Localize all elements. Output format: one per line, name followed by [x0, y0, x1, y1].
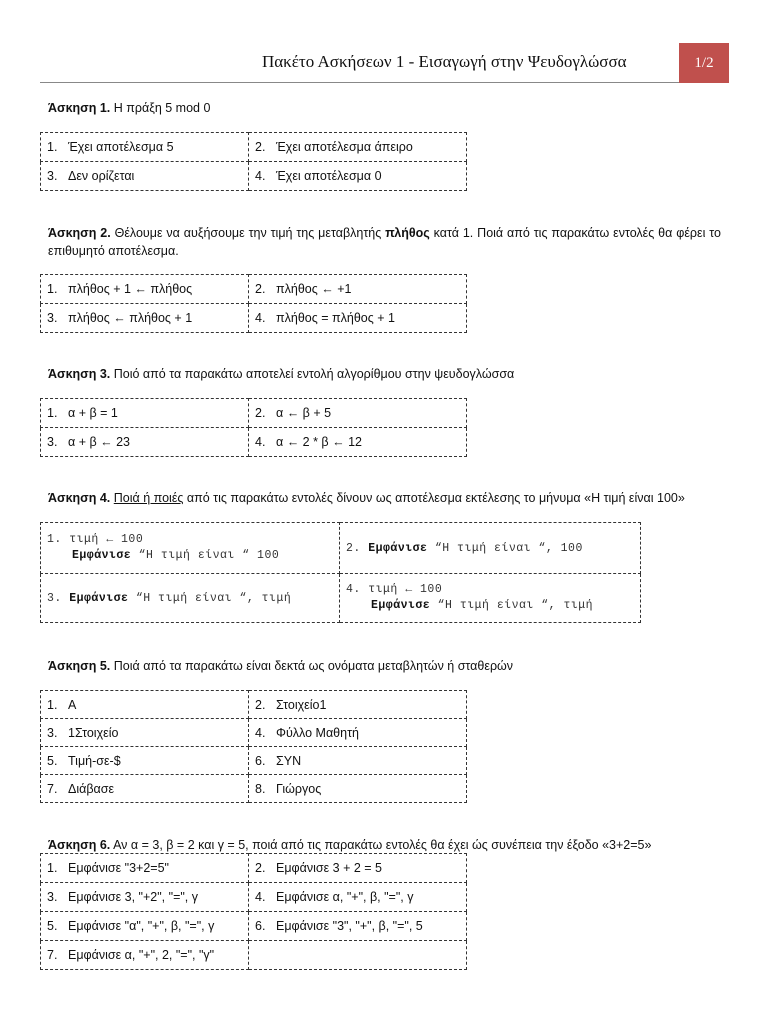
option-cell[interactable]: 3. 1Στοιχείο: [41, 719, 249, 747]
exercise-5-label: Άσκηση 5.: [48, 659, 111, 673]
option-cell[interactable]: 2. πλήθος ← +1: [249, 275, 467, 304]
option-cell[interactable]: 4. Εμφάνισε α, "+", β, "=", γ: [249, 883, 467, 912]
exercise-5-options: [40, 690, 467, 803]
exercise-5-prompt: Άσκηση 5. Ποιά από τα παρακάτω είναι δεκτά ως ονόματα μεταβλητών ή σταθερών: [48, 659, 514, 673]
option-cell[interactable]: 4. α ← 2 * β ← 12: [249, 428, 467, 457]
option-cell[interactable]: 1. Α: [41, 691, 249, 719]
exercise-6-prompt: Άσκηση 6. Αν α = 3, β = 2 και γ = 5, ποιά από τις παρακάτω εντολές θα έχει ώς συνέπεια την έξοδο «3+2=5»: [48, 838, 652, 852]
option-cell[interactable]: 4. πλήθος = πλήθος + 1: [249, 304, 467, 333]
exercise-6-options: [40, 853, 467, 970]
option-cell[interactable]: 3. Εμφάνισε 3, "+2", "=", γ: [41, 883, 249, 912]
option-cell[interactable]: 2. Εμφάνισε “Η τιμή είναι “, 100: [340, 523, 641, 574]
option-cell[interactable]: 1. πλήθος + 1 ← πλήθος: [41, 275, 249, 304]
option-cell[interactable]: 3. Εμφάνισε “Η τιμή είναι “, τιμή: [41, 574, 340, 623]
exercise-2-label: Άσκηση 2.: [48, 226, 111, 240]
exercise-3-label: Άσκηση 3.: [48, 367, 111, 381]
exercise-1-options: [40, 132, 467, 191]
header-divider: [40, 82, 679, 83]
variable-name: πλήθος: [385, 226, 430, 240]
option-cell[interactable]: 1. Έχει αποτέλεσμα 5: [41, 133, 249, 162]
exercise-2-options: [40, 274, 467, 333]
option-cell[interactable]: 2. Εμφάνισε 3 + 2 = 5: [249, 854, 467, 883]
exercise-1-prompt: [48, 99, 210, 117]
exercise-1-label: Άσκηση 1.: [48, 101, 111, 115]
empty-cell: [249, 941, 467, 970]
option-cell[interactable]: 2. α ← β + 5: [249, 399, 467, 428]
option-cell[interactable]: 5. Τιμή-σε-$: [41, 747, 249, 775]
option-cell[interactable]: 3. α + β ← 23: [41, 428, 249, 457]
exercise-3-prompt: Άσκηση 3. Ποιό από τα παρακάτω αποτελεί εντολή αλγορίθμου στην ψευδογλώσσα: [48, 367, 515, 381]
option-cell[interactable]: 1. α + β = 1: [41, 399, 249, 428]
option-cell[interactable]: 6. Εμφάνισε "3", "+", β, "=", 5: [249, 912, 467, 941]
option-cell[interactable]: 2. Έχει αποτέλεσμα άπειρο: [249, 133, 467, 162]
option-cell[interactable]: 4. τιμή ← 100 Εμφάνισε “Η τιμή είναι “, τιμή: [340, 574, 641, 623]
document-title: Πακέτο Ασκήσεων 1 - Εισαγωγή στην Ψευδογλώσσα: [262, 52, 627, 71]
exercise-1-text: Η πράξη 5 mod 0: [110, 101, 211, 115]
option-cell[interactable]: 8. Γιώργος: [249, 775, 467, 803]
option-cell[interactable]: 2. Στοιχείο1: [249, 691, 467, 719]
exercise-4-prompt: Άσκηση 4. Ποιά ή ποιές από τις παρακάτω εντολές δίνουν ως αποτέλεσμα εκτέλεσης το μήνυμα «Η τιμή είναι 100»: [48, 491, 685, 505]
option-cell[interactable]: 5. Εμφάνισε "α", "+", β, "=", γ: [41, 912, 249, 941]
option-cell[interactable]: 6. ΣΥΝ: [249, 747, 467, 775]
option-cell[interactable]: 7. Εμφάνισε α, "+", 2, "=", "γ": [41, 941, 249, 970]
exercise-4-label: Άσκηση 4.: [48, 491, 111, 505]
option-cell[interactable]: 1. τιμή ← 100 Εμφάνισε “Η τιμή είναι “ 100: [41, 523, 340, 574]
exercise-4-options: [40, 522, 641, 623]
page-number-badge: 1/2: [679, 43, 729, 83]
option-cell[interactable]: 3. πλήθος ← πλήθος + 1: [41, 304, 249, 333]
option-cell[interactable]: 4. Φύλλο Μαθητή: [249, 719, 467, 747]
exercise-6-label: Άσκηση 6.: [48, 838, 111, 852]
option-cell[interactable]: 1. Εμφάνισε "3+2=5": [41, 854, 249, 883]
option-cell[interactable]: 7. Διάβασε: [41, 775, 249, 803]
exercise-3-options: [40, 398, 467, 457]
exercise-2-prompt: Άσκηση 2. Θέλουμε να αυξήσουμε την τιμή της μεταβλητής πλήθος κατά 1. Ποιά από τις παρακάτω εντολές θα φέρει το επιθυμητό αποτέλεσμα.: [48, 226, 721, 258]
option-cell[interactable]: 3. Δεν ορίζεται: [41, 162, 249, 191]
option-cell[interactable]: 4. Έχει αποτέλεσμα 0: [249, 162, 467, 191]
